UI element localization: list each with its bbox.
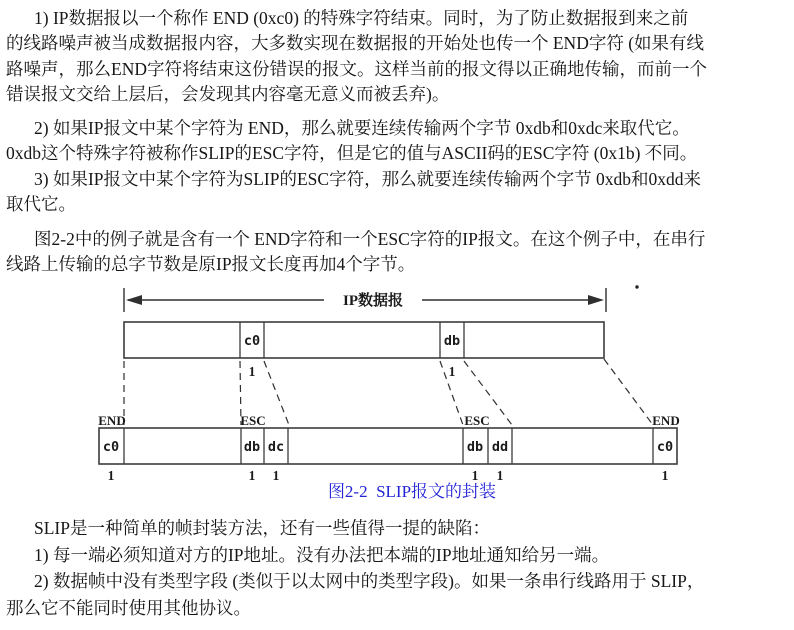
byte-count-label: 1 bbox=[248, 468, 256, 483]
byte-count-label: 1 bbox=[248, 364, 256, 379]
paragraph-4 bbox=[6, 227, 790, 278]
body-text-line: 线路上传输的总字节数是原IP报文长度再加4个字节。 bbox=[6, 254, 416, 275]
body-text-line: 3) 如果IP报文中某个字符为SLIP的ESC字符，那么就要连续传输两个字节 0xdb和0xdd来 bbox=[34, 168, 701, 189]
body-text-line: 路噪声，那么END字符将结束这份错误的报文。这样当前的报文得以正确地传输，而前一个 bbox=[6, 58, 707, 79]
esc-label-1: ESC bbox=[240, 413, 266, 428]
arrow-left-head-icon bbox=[126, 295, 142, 305]
slip-byte-c0-right: c0 bbox=[656, 439, 674, 455]
mapping-dashed-lines bbox=[124, 359, 653, 425]
slip-byte-dc: dc bbox=[267, 439, 285, 455]
slip-frame-box bbox=[99, 428, 677, 483]
body-text-line: 2) 如果IP报文中某个字符为 END，那么就要连续传输两个字节 0xdb和0xdc来取代它。 bbox=[34, 118, 690, 138]
figure-caption: 图2-2 SLIP报文的封装 bbox=[327, 482, 497, 501]
body-text-line: 图2-2中的例子就是含有一个 END字符和一个ESC字符的IP报文。在这个例子中，在串行 bbox=[34, 229, 706, 249]
body-text-line: 那么它不能同时使用其他协议。 bbox=[6, 597, 251, 618]
paragraph-5 bbox=[6, 515, 790, 621]
figure-slip-encapsulation bbox=[0, 278, 794, 488]
body-text-line: SLIP是一种简单的帧封装方法，还有一些值得一提的缺陷： bbox=[34, 518, 490, 538]
ip-datagram-box bbox=[124, 322, 604, 379]
body-text-line: 2) 数据帧中没有类型字段 (类似于以太网中的类型字段)。如果一条串行线路用于 SLIP， bbox=[34, 571, 705, 592]
slip-byte-db-2: db bbox=[466, 439, 484, 455]
byte-count-label: 1 bbox=[661, 468, 669, 483]
ip-datagram-arrow-label: IP数据报 bbox=[342, 293, 404, 309]
slip-frame-byte-labels bbox=[98, 413, 679, 428]
body-text-line: 1) IP数据报以一个称作 END (0xc0) 的特殊字符结束。同时，为了防止数据报到来之前 bbox=[34, 8, 689, 28]
byte-count-label: 1 bbox=[471, 468, 479, 483]
top-box-byte-db: db bbox=[443, 333, 461, 349]
body-text-line: 1) 每一端必须知道对方的IP地址。没有办法把本端的IP地址通知给另一端。 bbox=[34, 544, 610, 565]
byte-count-label: 1 bbox=[496, 468, 504, 483]
ip-datagram-extent-arrow bbox=[124, 285, 639, 312]
byte-count-label: 1 bbox=[448, 364, 456, 379]
byte-count-label: 1 bbox=[107, 468, 115, 483]
end-label-left: END bbox=[98, 413, 126, 428]
paragraph-2-3 bbox=[6, 116, 790, 218]
slip-byte-c0-left: c0 bbox=[102, 439, 120, 455]
body-text-line: 的线路噪声被当成数据报内容，大多数实现在数据报的开始处也传一个 END字符 (如果有线 bbox=[6, 33, 705, 54]
body-text-line: 错误报文交给上层后，会发现其内容毫无意义而被丢弃)。 bbox=[6, 84, 450, 105]
top-box-byte-c0: c0 bbox=[243, 333, 261, 349]
body-text-line: 0xdb这个特殊字符被称作SLIP的ESC字符，但是它的值与ASCII码的ESC字符 (0x1b) 不同。 bbox=[6, 143, 698, 164]
slip-byte-db-1: db bbox=[243, 439, 261, 455]
end-label-right: END bbox=[652, 413, 680, 428]
scan-dot-artifact bbox=[635, 285, 638, 288]
paragraph-1 bbox=[6, 6, 790, 108]
esc-label-2: ESC bbox=[464, 413, 490, 428]
slip-byte-dd: dd bbox=[491, 439, 509, 455]
arrow-right-head-icon bbox=[588, 295, 604, 305]
byte-count-label: 1 bbox=[272, 468, 280, 483]
body-text-line: 取代它。 bbox=[6, 194, 76, 215]
